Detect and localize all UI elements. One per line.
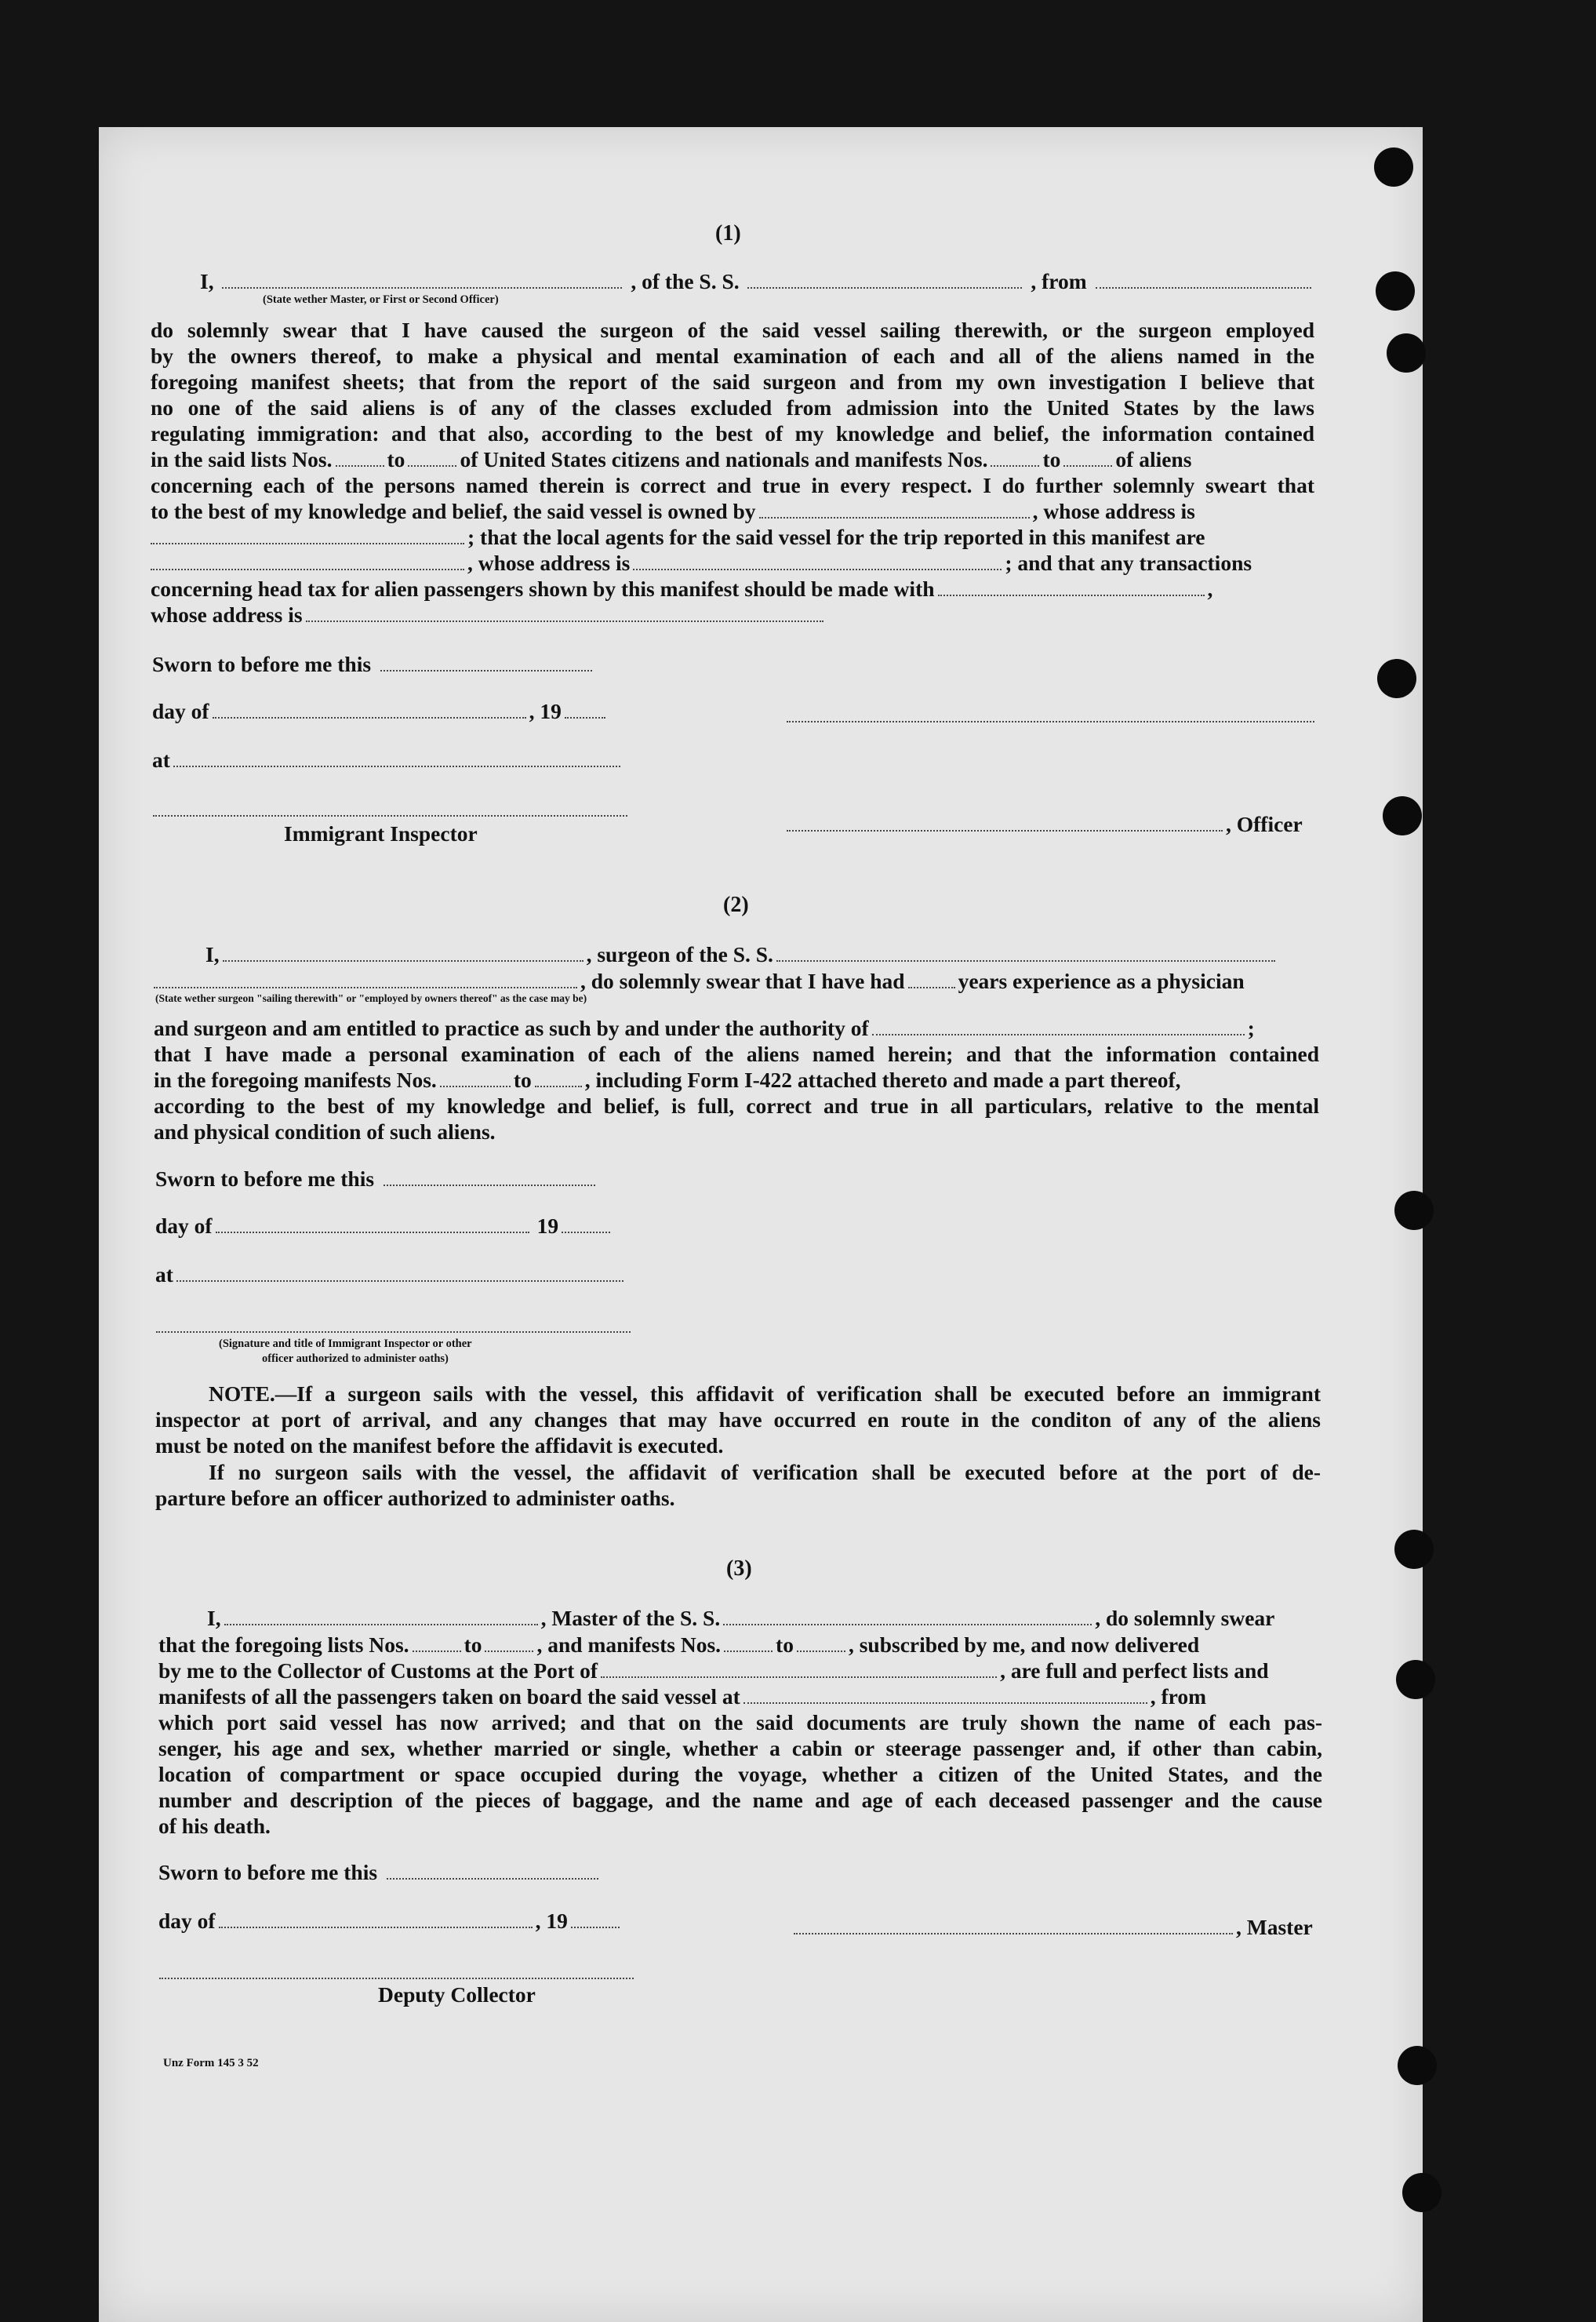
of-ss-label: , of the S. S. (631, 269, 740, 293)
port-field[interactable] (1096, 286, 1311, 289)
sworn-line-2 (155, 1166, 598, 1192)
text: and surgeon and am entitled to practice as such by and under the authority of (154, 1016, 869, 1040)
text: , including Form I-422 attached thereto and made a part thereof, (584, 1068, 1181, 1092)
inspector-signature-field[interactable] (153, 814, 627, 817)
punch-hole (1402, 2173, 1441, 2212)
sworn-line-1 (152, 651, 595, 677)
text: ; (1247, 1016, 1255, 1040)
text: at (155, 1262, 173, 1287)
text: concerning head tax for alien passengers shown by this manifest should be made with (151, 577, 935, 601)
officer-caption: (State wether Master, or First or Second Officer) (263, 293, 499, 306)
body-line: regulating immigration: and that also, according to the best of my knowledge and belief, the information contained (151, 421, 1314, 446)
sworn-date-field[interactable] (384, 1184, 595, 1186)
body-line: do solemnly swear that I have caused the surgeon of the said vessel sailing therewith, or the surgeon employed (151, 318, 1314, 342)
port-field[interactable] (601, 1676, 997, 1678)
lists-nos-line (151, 446, 1314, 472)
text: , (1207, 577, 1213, 601)
section-2-body (154, 1015, 1319, 1145)
vessel-name-field[interactable] (776, 959, 1275, 962)
master-signature-field[interactable] (794, 1932, 1233, 1934)
text: day of (155, 1214, 213, 1238)
text: that the foregoing lists Nos. (158, 1632, 409, 1657)
text: ; that the local agents for the said vessel for the trip reported in this manifest are (467, 525, 1205, 549)
boarded-line (158, 1683, 1322, 1709)
punch-hole (1376, 271, 1415, 311)
punch-hole (1377, 659, 1416, 698)
manifest-to-field[interactable] (797, 1650, 845, 1652)
i-label: I, (200, 269, 214, 293)
note-line: must be noted on the manifest before the affidavit is executed. (155, 1433, 724, 1458)
list-to-field[interactable] (485, 1650, 533, 1652)
text: , Master (1236, 1915, 1313, 1939)
year-field[interactable] (571, 1926, 620, 1928)
officer-name-field[interactable] (222, 286, 622, 289)
punch-hole (1394, 1191, 1434, 1230)
from-label: , from (1031, 269, 1087, 293)
at-line-2 (155, 1261, 627, 1287)
text: , do solemnly swear that I have had (580, 969, 905, 993)
section-2-heading-line (205, 941, 1278, 967)
text: 19 (536, 1214, 559, 1238)
body-line: location of compartment or space occupied during the voyage, whether a citizen of the United States, and the (158, 1762, 1322, 1786)
manifest-no-from-field[interactable] (991, 464, 1039, 467)
text: , and manifests Nos. (536, 1632, 722, 1657)
section-3-body (158, 1632, 1322, 1839)
text: , surgeon of the S. S. (586, 942, 773, 966)
text: , whose address is (1032, 499, 1195, 523)
text: to (464, 1632, 482, 1657)
surgeon-type-field[interactable] (154, 986, 577, 988)
day-of-line-2 (155, 1213, 613, 1239)
form-id: Unz Form 145 3 52 (163, 2057, 259, 2069)
surgeon-name-field[interactable] (223, 959, 584, 962)
body-line: concerning each of the persons named therein is correct and true in every respect. I do further solemnly sweart that (151, 473, 1314, 497)
text: manifests of all the passengers taken on board the said vessel at (158, 1684, 740, 1709)
text: , do solemnly swear (1095, 1606, 1275, 1630)
body-line: which port said vessel has now arrived; and that on the said documents are truly shown the name of each pas- (158, 1710, 1322, 1734)
text: to (513, 1068, 532, 1092)
head-tax-line (151, 576, 1314, 602)
collector-signature-field[interactable] (159, 1977, 634, 1979)
head-tax-party-field[interactable] (938, 594, 1205, 596)
text: to (776, 1632, 794, 1657)
head-tax-address-field[interactable] (306, 620, 823, 622)
body-line: by the owners thereof, to make a physical and mental examination of each and all of the aliens named in the (151, 344, 1314, 368)
text: of aliens (1115, 447, 1192, 471)
text: in the said lists Nos. (151, 447, 333, 471)
text: Sworn to before me this (155, 1166, 375, 1191)
text: to (387, 447, 405, 471)
vessel-name-field[interactable] (747, 286, 1022, 289)
text: to (1042, 447, 1061, 471)
section-3-heading-line (207, 1605, 1274, 1631)
officer-line (787, 811, 1303, 837)
agents-field[interactable] (151, 568, 464, 570)
month-field[interactable] (216, 1231, 529, 1233)
whose-address-line (151, 602, 1314, 628)
officer-title-field[interactable] (787, 829, 1223, 832)
list-no-to-field[interactable] (408, 464, 456, 467)
year-field[interactable] (562, 1231, 610, 1233)
text: , are full and perfect lists and (1000, 1658, 1269, 1683)
body-line: that I have made a personal examination of each of the aliens named herein; and that the information contained (154, 1042, 1319, 1066)
agents-line (151, 524, 1314, 550)
authority-line (154, 1015, 1319, 1041)
boarding-port-field[interactable] (743, 1701, 1147, 1704)
text: , Master of the S. S. (540, 1606, 721, 1630)
lists-line (158, 1632, 1322, 1658)
text: years experience as a physician (958, 969, 1245, 993)
i-label: I, (207, 1606, 221, 1630)
text: , from (1150, 1684, 1207, 1709)
vessel-name-field[interactable] (723, 1623, 1092, 1625)
text: , whose address is (467, 551, 631, 575)
body-line: senger, his age and sex, whether married or single, whether a cabin or steerage passenger and, if other than cabin, (158, 1736, 1322, 1760)
month-field[interactable] (213, 716, 526, 719)
owner-field[interactable] (759, 516, 1030, 519)
manifest-from-field[interactable] (440, 1085, 511, 1087)
master-name-field[interactable] (224, 1623, 538, 1625)
signature-caption: officer authorized to administer oaths) (262, 1352, 449, 1365)
authority-field[interactable] (872, 1033, 1245, 1035)
agents-address-field[interactable] (633, 568, 1002, 570)
text: ; and that any transactions (1005, 551, 1252, 575)
master-line (794, 1914, 1313, 1940)
signature-caption: (Signature and title of Immigrant Inspector or other (219, 1338, 472, 1350)
punch-hole (1394, 1530, 1434, 1569)
text: in the foregoing manifests Nos. (154, 1068, 437, 1092)
text: Sworn to before me this (158, 1860, 378, 1884)
sworn-date-field[interactable] (380, 669, 592, 671)
section-1-heading-line (200, 268, 1314, 294)
text: day of (158, 1909, 216, 1933)
section-2-swear-line (154, 968, 1245, 994)
officer-signature-field[interactable] (787, 720, 1314, 722)
text: , 19 (529, 699, 562, 723)
manifest-no-to-field[interactable] (1063, 464, 1112, 467)
owner-address-field[interactable] (151, 542, 464, 544)
note-line: inspector at port of arrival, and any changes that may have occurred en route in the conditon of any of the aliens (155, 1407, 1321, 1432)
note-block (155, 1381, 1321, 1511)
month-field[interactable] (219, 1926, 533, 1928)
sworn-line-3 (158, 1859, 602, 1885)
text: , 19 (535, 1909, 568, 1933)
punch-hole (1387, 333, 1426, 373)
place-field[interactable] (173, 765, 620, 767)
section-1-number: (1) (715, 221, 741, 246)
inspector-signature-field[interactable] (156, 1330, 631, 1333)
place-field[interactable] (176, 1279, 623, 1282)
punch-hole (1398, 2046, 1437, 2085)
at-line-1 (152, 747, 623, 773)
inspector-title: Immigrant Inspector (284, 821, 478, 846)
year-field[interactable] (565, 716, 605, 719)
day-of-line-1 (152, 698, 609, 724)
punch-hole (1374, 147, 1413, 187)
note-line: NOTE.—If a surgeon sails with the vessel, this affidavit of verification shall be executed before an immigrant (209, 1381, 1321, 1406)
text: Sworn to before me this (152, 652, 372, 676)
text: , Officer (1226, 812, 1303, 836)
owner-line (151, 498, 1314, 524)
text: , subscribed by me, and now delivered (848, 1632, 1200, 1657)
i-label: I, (205, 942, 220, 966)
years-experience-field[interactable] (908, 986, 955, 988)
punch-hole (1383, 796, 1422, 835)
body-line: according to the best of my knowledge and belief, is full, correct and true in all particulars, relative to the mental (154, 1094, 1319, 1118)
note-line: parture before an officer authorized to administer oaths. (155, 1486, 675, 1510)
section-3-number: (3) (726, 1556, 752, 1581)
text: to the best of my knowledge and belief, the said vessel is owned by (151, 499, 756, 523)
text: whose address is (151, 602, 303, 627)
collector-title: Deputy Collector (378, 1982, 536, 2007)
body-line: no one of the said aliens is of any of the classes excluded from admission into the United States by the laws (151, 395, 1314, 420)
manifest-to-field[interactable] (535, 1085, 582, 1087)
text: by me to the Collector of Customs at the Port of (158, 1658, 598, 1683)
surgeon-caption: (State wether surgeon "sailing therewith" or "employed by owners thereof" as the case may be) (155, 992, 587, 1004)
agents-address-line (151, 550, 1314, 576)
body-line: and physical condition of such aliens. (154, 1119, 496, 1144)
section-2-number: (2) (723, 893, 749, 917)
punch-hole (1396, 1660, 1435, 1699)
body-line: number and description of the pieces of baggage, and the name and age of each deceased passenger and the cause (158, 1788, 1322, 1812)
port-line (158, 1658, 1322, 1683)
text: of United States citizens and nationals and manifests Nos. (460, 447, 988, 471)
text: at (152, 748, 170, 772)
body-line: of his death. (158, 1814, 271, 1838)
day-of-line-3 (158, 1908, 623, 1934)
text: day of (152, 699, 209, 723)
list-no-from-field[interactable] (336, 464, 384, 467)
sworn-date-field[interactable] (387, 1877, 598, 1880)
note-line: If no surgeon sails with the vessel, the affidavit of verification shall be executed before at the port of de- (209, 1460, 1321, 1484)
section-1-body (151, 317, 1314, 628)
body-line: foregoing manifest sheets; that from the report of the said surgeon and from my own investigation I believe that (151, 369, 1314, 394)
manifest-from-field[interactable] (724, 1650, 773, 1652)
list-from-field[interactable] (413, 1650, 461, 1652)
manifests-line (154, 1067, 1319, 1093)
